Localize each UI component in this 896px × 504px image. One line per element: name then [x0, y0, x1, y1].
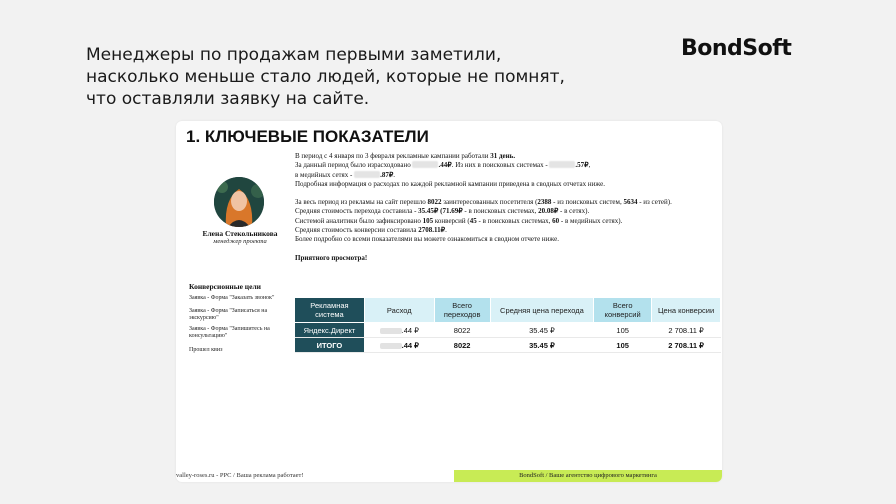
text-span: - в поисковых системах, [476, 216, 553, 225]
goal-item: Прошел квиз [189, 347, 223, 353]
text-span: В период с 4 января по 3 февраля рекламные кампании работали [295, 152, 491, 160]
conversions-cell: 105 [594, 323, 652, 338]
goal-item: Заявка - Форма "Заказать звонок" [189, 295, 275, 301]
text-span: Более подробно со всеми показателями вы можете ознакомиться в сводном отчете ниже. [295, 235, 560, 244]
headline-line: что оставляли заявку на сайте. [86, 89, 370, 109]
goal-item: Заявка - Форма "Запишитесь на консультацию" [189, 326, 270, 339]
column-header: Всего конверсий [594, 298, 652, 323]
text-span: заинтересованных посетителя ( [441, 198, 538, 207]
column-header: Расход [364, 298, 434, 323]
report-card [176, 121, 722, 482]
table-row [295, 323, 721, 338]
spend-text: .44 ₽ [401, 340, 419, 350]
text-span: , [588, 161, 591, 170]
table-total-row [295, 338, 721, 353]
cpa-value: 2708.11₽ [418, 226, 446, 235]
summary-text [295, 152, 715, 263]
text-span: - в поисковых системах, [462, 207, 539, 216]
bondsoft-logo: BondSoft [681, 36, 792, 61]
column-header: Средняя цена перехода [490, 298, 594, 323]
text-span: Подробная информация о расходах по каждой рекламной кампании приведена в сводных отчетах ниже. [295, 179, 605, 188]
system-cell: ИТОГО [295, 338, 365, 353]
text-span: - в медийных сетях). [559, 216, 623, 225]
conversions-cell: 105 [594, 338, 652, 353]
goals-title: Конверсионные цели [189, 282, 261, 291]
summary-paragraph [295, 152, 715, 189]
redacted-value [380, 328, 402, 334]
text-span: - из сетей). [637, 198, 672, 207]
avatar [214, 177, 264, 227]
spend-cell [364, 338, 434, 353]
search-spend-value: .57₽ [575, 161, 589, 170]
text-span: - из поисковых систем, [551, 198, 624, 207]
cpc-cell: 35.45 ₽ [490, 338, 594, 353]
closing-text: Приятного просмотра! [295, 253, 368, 262]
media-visits-value: 5634 [623, 198, 638, 207]
text-span: Средняя стоимость конверсии составила [295, 226, 419, 235]
text-span: . [393, 170, 396, 179]
closing-line [295, 254, 715, 263]
visitors-value: 8022 [427, 198, 442, 207]
cpa-cell: 2 708.11 ₽ [652, 323, 721, 338]
clicks-cell: 8022 [434, 323, 490, 338]
text-span: . Из них в поисковых системах - [451, 161, 550, 170]
footer-left [176, 470, 454, 482]
cpa-cell: 2 708.11 ₽ [652, 338, 721, 353]
search-conversions-value: 45 [469, 216, 477, 225]
goal-item: Заявка - Форма "Записаться на экскурсию" [189, 308, 268, 321]
text-span: - в сетях). [558, 207, 590, 216]
column-header: Всего переходов [434, 298, 490, 323]
days-value: 31 день. [490, 152, 516, 160]
spend-text: .44 ₽ [401, 325, 419, 335]
text-span: За данный период было израсходовано [295, 161, 413, 170]
cpc-media-value: 20.08₽ [538, 207, 559, 216]
conversions-value: 105 [422, 216, 434, 225]
stats-table [294, 297, 721, 353]
table-header-row [295, 298, 721, 323]
text-span: . [445, 226, 447, 235]
clicks-cell: 8022 [434, 338, 490, 353]
slide-headline [86, 44, 606, 110]
spend-value: .44₽ [438, 161, 452, 170]
text-span: конверсий ( [433, 216, 470, 225]
media-conversions-value: 60 [552, 216, 560, 225]
redacted-value [354, 171, 380, 178]
media-spend-value: .87₽ [380, 170, 394, 179]
system-cell: Яндекс.Директ [295, 323, 365, 338]
redacted-value [549, 161, 575, 168]
redacted-value [412, 161, 438, 168]
cpc-cell: 35.45 ₽ [490, 323, 594, 338]
redacted-value [380, 343, 402, 349]
headline-line: насколько меньше стало людей, которые не помнят, [86, 67, 565, 87]
report-title: 1. КЛЮЧЕВЫЕ ПОКАЗАТЕЛИ [186, 127, 429, 146]
footer-right: BondSoft / Ваше агентство цифрового маркетинга [454, 470, 722, 482]
person-name: Елена Стекольникова [202, 229, 278, 238]
cpc-value: 35.45₽ (71.69₽ [418, 207, 463, 216]
spend-cell [364, 323, 434, 338]
column-header: Рекламная система [295, 298, 365, 323]
text-span: Средняя стоимость перехода составила - [295, 207, 419, 216]
text-span: в медийных сетях - [295, 170, 355, 179]
person-role: менеджер проекта [213, 238, 267, 245]
headline-line: Менеджеры по продажам первыми заметили, [86, 45, 502, 65]
text-span: За весь период из рекламы на сайт перешло [295, 198, 428, 207]
text-span: Системой аналитики было зафиксировано [295, 216, 423, 225]
footer-left-text: valley-roses.ru - PPC / Ваша реклама работает! [176, 472, 304, 479]
summary-paragraph [295, 198, 715, 244]
column-header: Цена конверсии [652, 298, 721, 323]
search-visits-value: 2388 [537, 198, 552, 207]
